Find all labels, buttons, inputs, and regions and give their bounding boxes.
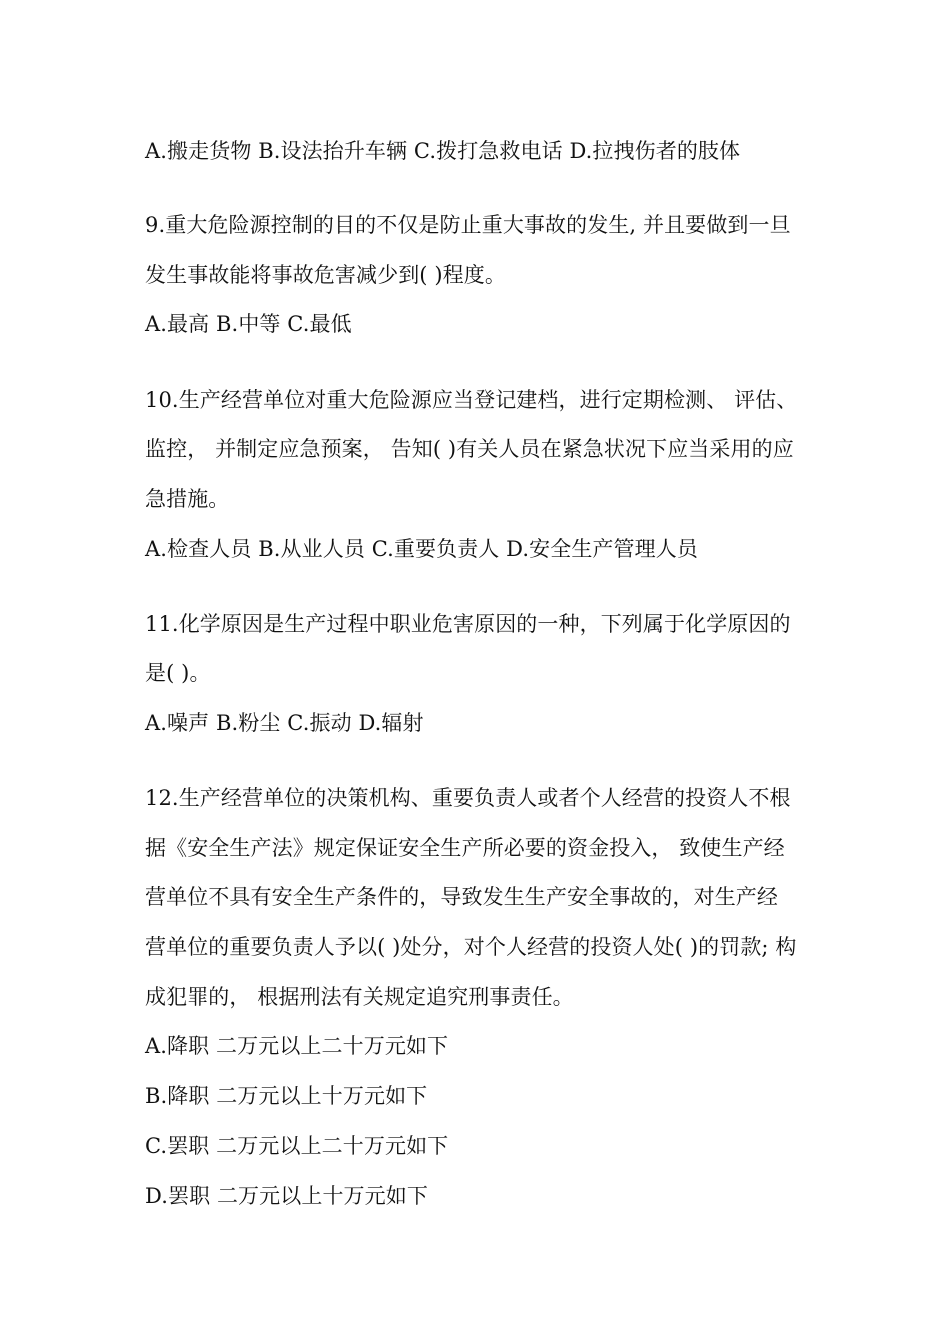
- question-10-line-3: 急措施。: [145, 487, 230, 511]
- question-12-line-1: 12.生产经营单位的决策机构、重要负责人或者个人经营的投资人不根: [145, 786, 791, 810]
- question-11-line-1: 11.化学原因是生产过程中职业危害原因的一种，下列属于化学原因的: [145, 612, 791, 636]
- question-12-line-5: 成犯罪的， 根据刑法有关规定追究刑事责任。: [145, 985, 574, 1009]
- question-9-line-1: 9.重大危险源控制的目的不仅是防止重大事故的发生, 并且要做到一旦: [145, 213, 791, 237]
- question-12-option-b: B.降职 二万元以上十万元如下: [145, 1084, 428, 1108]
- question-9-line-2: 发生事故能将事故危害减少到( )程度。: [145, 263, 506, 287]
- question-12-line-4: 营单位的重要负责人予以( )处分，对个人经营的投资人处( )的罚款; 构: [145, 935, 797, 959]
- question-11-line-2: 是( )。: [145, 661, 211, 685]
- question-10-line-1: 10.生产经营单位对重大危险源应当登记建档，进行定期检测、 评估、: [145, 388, 798, 412]
- question-12-line-3: 营单位不具有安全生产条件的，导致发生生产安全事故的，对生产经: [145, 885, 778, 909]
- question-10-options: A.检查人员 B.从业人员 C.重要负责人 D.安全生产管理人员: [145, 537, 698, 561]
- question-9-options: A.最高 B.中等 C.最低: [145, 312, 352, 336]
- question-12-line-2: 据《安全生产法》规定保证安全生产所必要的资金投入， 致使生产经: [145, 836, 785, 860]
- question-11-options: A.噪声 B.粉尘 C.振动 D.辐射: [145, 711, 424, 735]
- question-12-option-a: A.降职 二万元以上二十万元如下: [145, 1034, 449, 1058]
- question-12-option-c: C.罢职 二万元以上二十万元如下: [145, 1134, 449, 1158]
- answer-options-line: A.搬走货物 B.设法抬升车辆 C.拨打急救电话 D.拉拽伤者的肢体: [145, 139, 741, 163]
- question-12-option-d: D.罢职 二万元以上十万元如下: [145, 1184, 428, 1208]
- question-10-line-2: 监控， 并制定应急预案， 告知( )有关人员在紧急状况下应当采用的应: [145, 437, 794, 461]
